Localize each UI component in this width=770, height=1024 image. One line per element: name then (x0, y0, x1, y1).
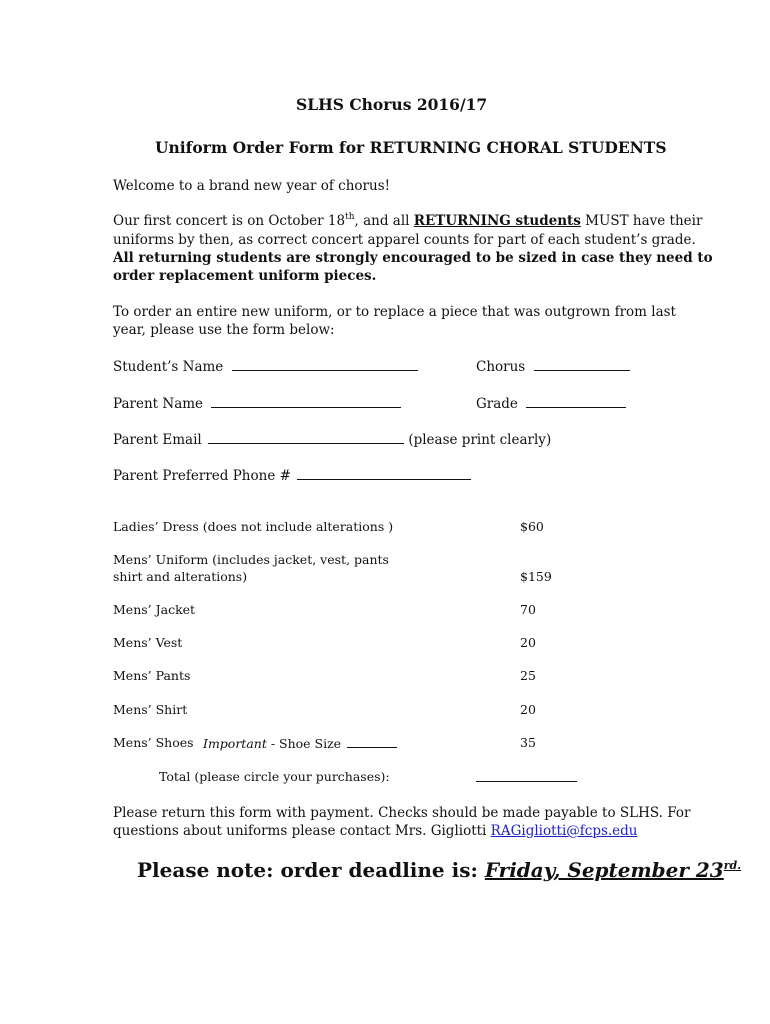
intro-text-c: MUST have their (580, 213, 703, 229)
parent-name-field[interactable] (113, 395, 401, 413)
contact-email-link[interactable]: RAGigliotti@fcps.edu (490, 823, 638, 839)
parent-email-line[interactable] (208, 431, 404, 444)
item-mens-vest: Mens’ Vest (113, 635, 183, 650)
intro-paragraph-line2: uniforms by then, as correct concert apparel counts for part of each student’s grade. (113, 232, 696, 248)
price-mens-uniform: $159 (520, 569, 552, 584)
shoe-size-line[interactable] (347, 735, 397, 748)
intro-bold-line1: All returning students are strongly encouraged to be sized in case they need to (113, 250, 713, 266)
price-mens-jacket: 70 (520, 602, 536, 617)
deadline-note (137, 858, 741, 882)
price-mens-shoes: 35 (520, 735, 536, 750)
deadline-note-text: Please note: order deadline is: (137, 858, 485, 882)
price-ladies-dress: $60 (520, 519, 544, 534)
student-name-field[interactable] (113, 358, 418, 376)
grade-label: Grade (476, 396, 518, 412)
parent-name-line[interactable] (211, 395, 401, 408)
parent-email-label: Parent Email (113, 432, 202, 448)
item-ladies-dress: Ladies’ Dress (does not include alterations ) (113, 519, 394, 534)
return-instructions-line2 (113, 822, 638, 840)
item-mens-uniform-line2: shirt and alterations) (113, 569, 248, 584)
chorus-line[interactable] (534, 358, 630, 371)
intro-bold-line2: order replacement uniform pieces. (113, 268, 377, 284)
phone-field[interactable] (113, 467, 471, 485)
item-mens-jacket: Mens’ Jacket (113, 602, 196, 617)
price-mens-vest: 20 (520, 635, 536, 650)
deadline-sup: rd. (723, 859, 742, 872)
price-mens-shirt: 20 (520, 702, 536, 717)
deadline-date: Friday, September 23 (484, 858, 724, 882)
student-name-line[interactable] (232, 358, 418, 371)
shoe-size-label: - Shoe Size (266, 736, 342, 751)
welcome-text: Welcome to a brand new year of chorus! (113, 178, 391, 194)
important-note: Important (203, 736, 267, 751)
item-mens-shoes: Mens’ Shoes (113, 735, 194, 750)
total-line[interactable] (476, 770, 577, 782)
email-print-note: (please print clearly) (408, 432, 552, 448)
form-title: SLHS Chorus 2016/17 (296, 95, 488, 114)
grade-field[interactable] (476, 395, 626, 413)
chorus-label: Chorus (476, 359, 526, 375)
item-mens-uniform-line1: Mens’ Uniform (includes jacket, vest, pants (113, 552, 389, 567)
phone-line[interactable] (297, 467, 471, 480)
shoe-size-field[interactable] (203, 735, 397, 751)
order-instructions-line1: To order an entire new uniform, or to replace a piece that was outgrown from last (113, 304, 676, 320)
total-label: Total (please circle your purchases): (159, 769, 390, 784)
phone-label: Parent Preferred Phone # (113, 468, 291, 484)
intro-text-a: Our first concert is on October 18 (113, 213, 346, 229)
parent-name-label: Parent Name (113, 396, 204, 412)
form-subtitle: Uniform Order Form for RETURNING CHORAL STUDENTS (155, 138, 667, 157)
return-instructions-line1: Please return this form with payment. Checks should be made payable to SLHS. For (113, 805, 691, 821)
order-instructions-line2: year, please use the form below: (113, 322, 335, 338)
contact-text: questions about uniforms please contact Mrs. Gigliotti (113, 823, 491, 839)
item-mens-shirt: Mens’ Shirt (113, 702, 188, 717)
student-name-label: Student’s Name (113, 359, 224, 375)
parent-email-field[interactable] (113, 431, 551, 449)
intro-text-b: , and all (354, 213, 414, 229)
chorus-field[interactable] (476, 358, 630, 376)
returning-students-emphasis: RETURNING students (413, 213, 581, 229)
item-mens-pants: Mens’ Pants (113, 668, 191, 683)
price-mens-pants: 25 (520, 668, 536, 683)
grade-line[interactable] (526, 395, 626, 408)
intro-paragraph-line1 (113, 212, 702, 230)
intro-sup: th (345, 212, 355, 222)
